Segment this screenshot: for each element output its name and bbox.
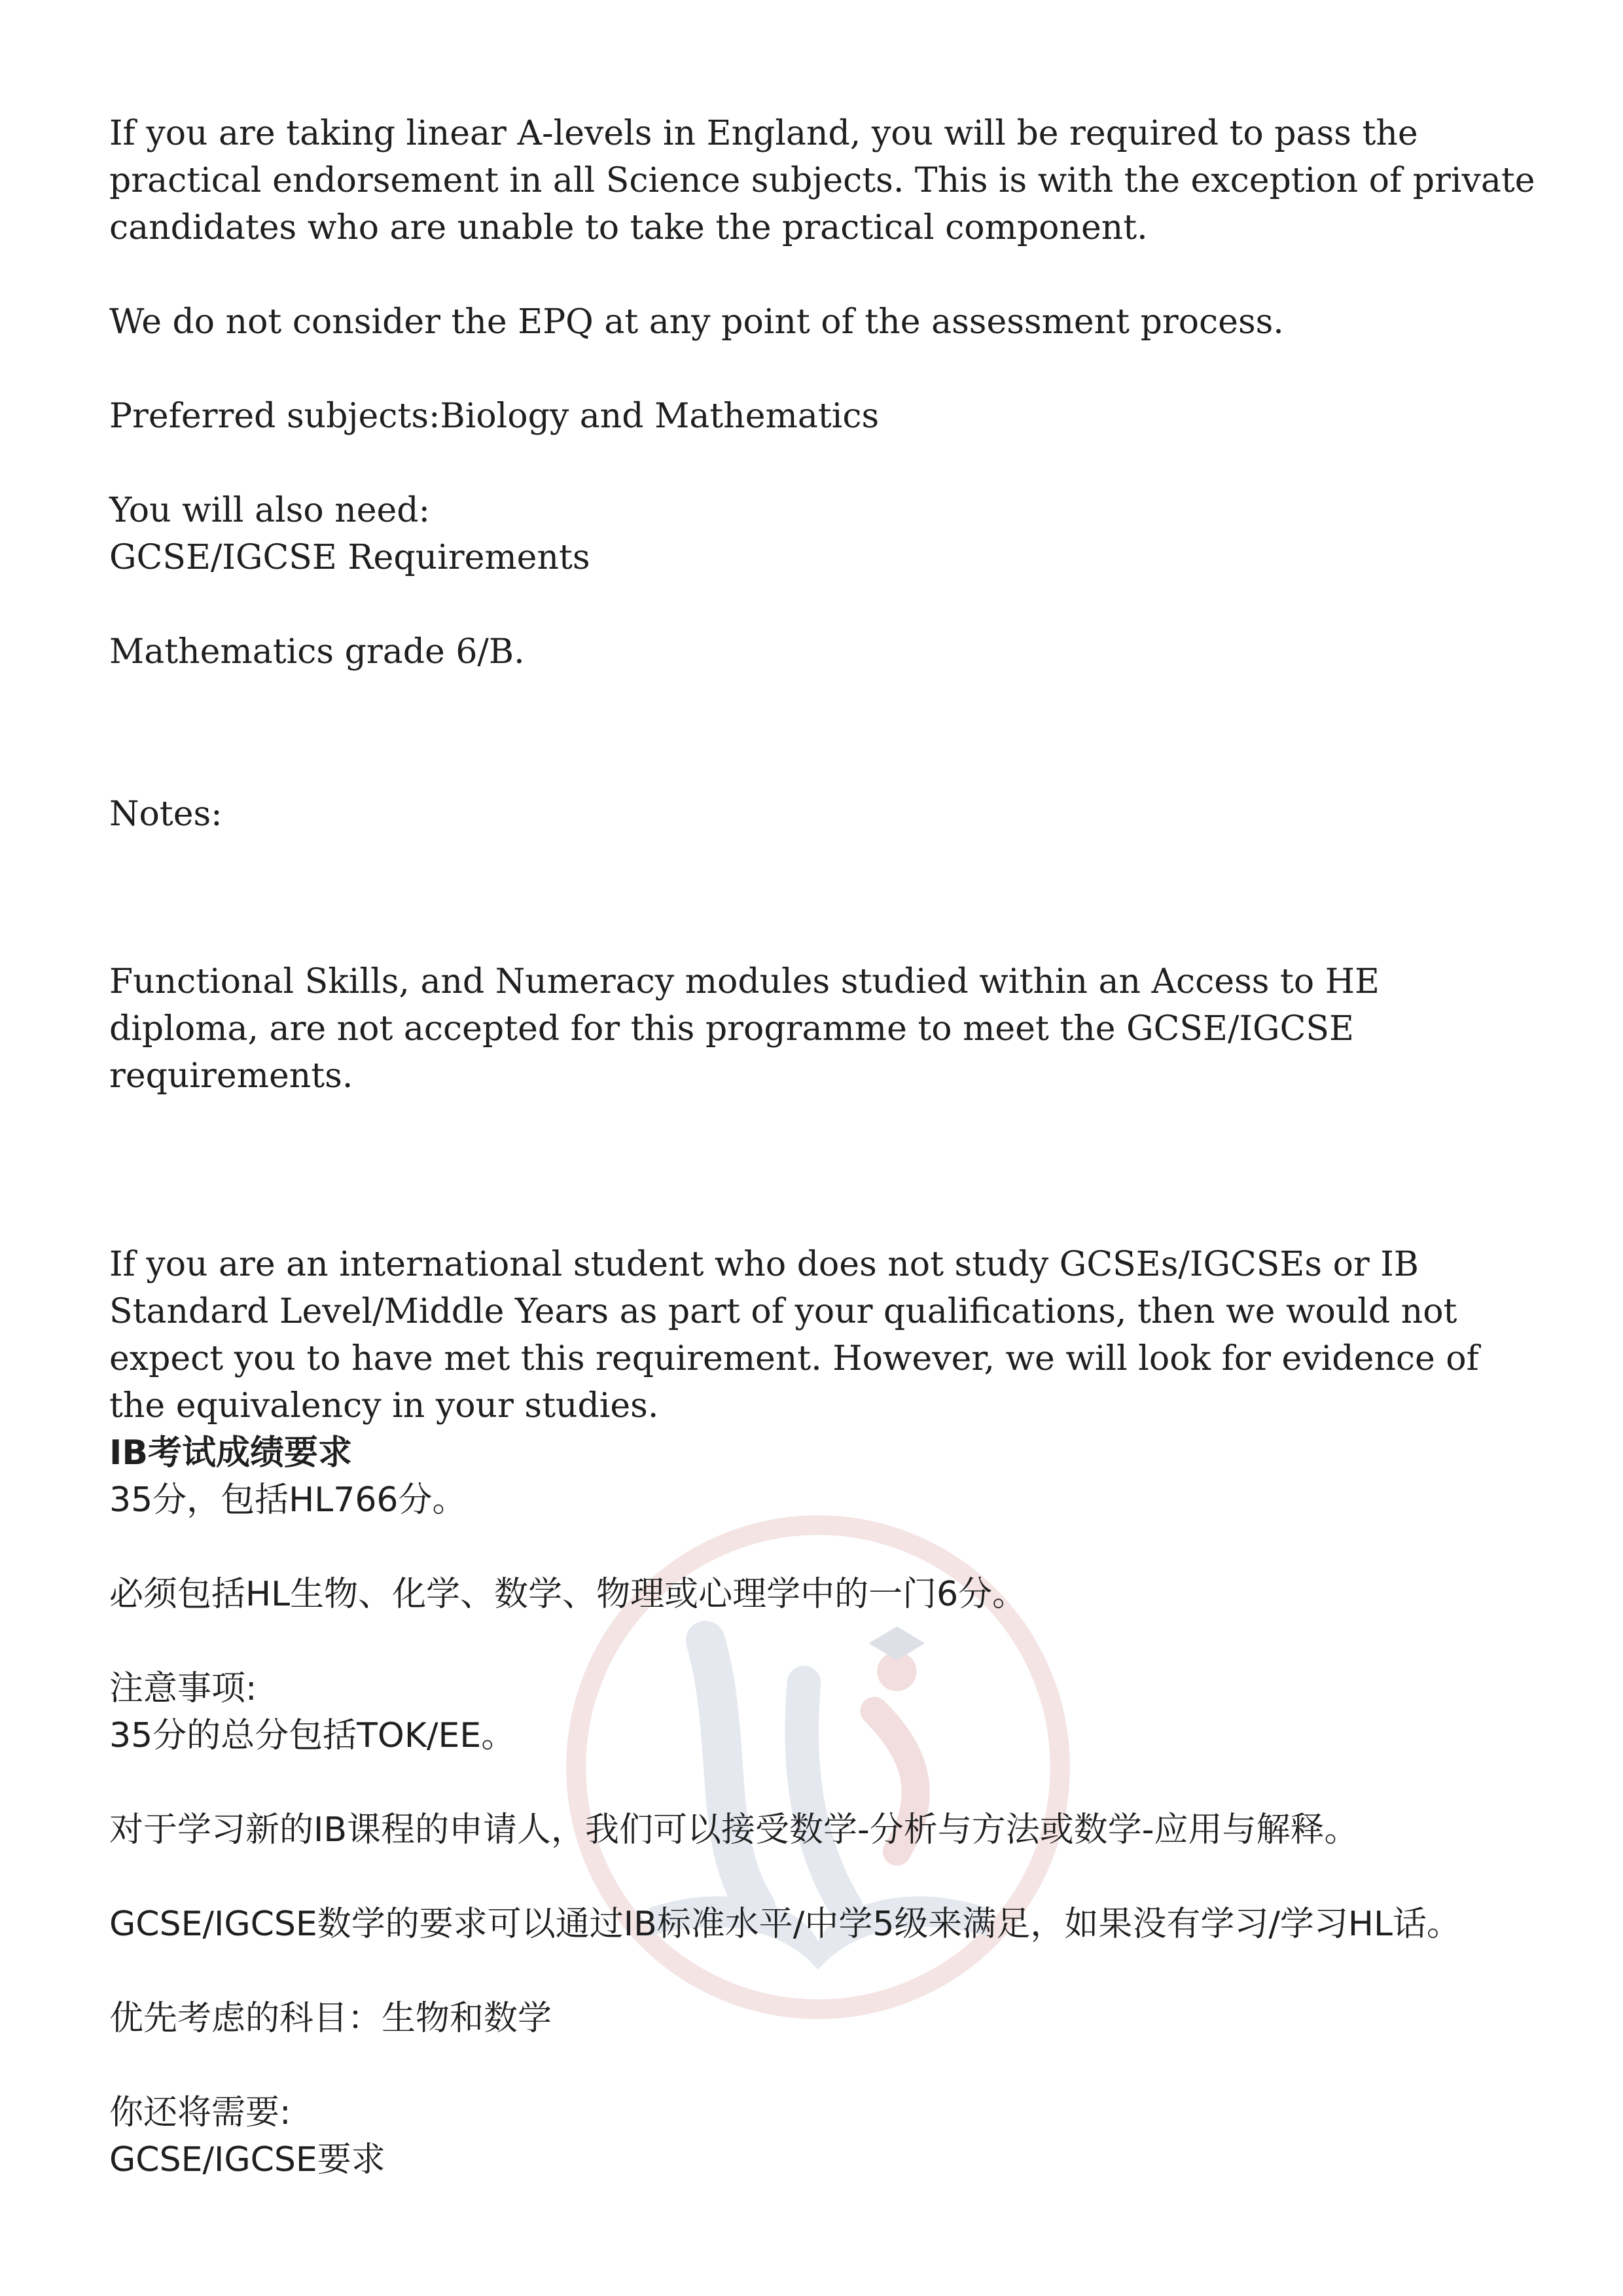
ib-requirements-heading: IB考试成绩要求 [109,1433,352,1473]
gcse-requirements-label: GCSE/IGCSE Requirements [109,538,590,577]
ib-score-line: 35分，包括HL766分。 [109,1480,467,1520]
also-need-label: You will also need: [109,491,431,530]
ib-gcse-math-line: GCSE/IGCSE数学的要求可以通过IB标准水平/中学5级来满足，如果没有学习/学习HL话。 [109,1905,1461,1944]
notes-label: Notes: [109,795,223,834]
ib-notes-label: 注意事项: [109,1669,257,1708]
ib-hl-subject-line: 必须包括HL生物、化学、数学、物理或心理学中的一门6分。 [109,1575,1027,1614]
ib-total-score-line: 35分的总分包括TOK/EE。 [109,1716,516,1755]
practical-endorsement-paragraph: If you are taking linear A-levels in England, you will be required to pass the practical endorsement in all Science subjects. This is with the exception of private candidates who are unable to take the practical component. [109,114,1535,247]
mathematics-grade-paragraph: Mathematics grade 6/B. [109,632,525,672]
epq-paragraph: We do not consider the EPQ at any point of the assessment process. [109,302,1284,342]
document-body [109,110,1536,2183]
ib-also-need-label: 你还将需要: [109,2093,291,2132]
international-student-paragraph: If you are an international student who does not study GCSEs/IGCSEs or IB Standard Level/Middle Years as part of your qualifications, then we would not expect you to have met this requirement. However, we will look for evidence of the equivalency in your studies. [109,1245,1479,1426]
ib-new-course-line: 对于学习新的IB课程的申请人，我们可以接受数学-分析与方法或数学-应用与解释。 [109,1810,1359,1850]
functional-skills-paragraph: Functional Skills, and Numeracy modules studied within an Access to HE diploma, are not accepted for this programme to meet the GCSE/IGCSE requirements. [109,962,1380,1096]
ib-preferred-subjects-line: 优先考虑的科目：生物和数学 [109,1999,552,2038]
ib-gcse-requirements-label: GCSE/IGCSE要求 [109,2140,385,2179]
preferred-subjects-paragraph: Preferred subjects:Biology and Mathematics [109,397,880,436]
